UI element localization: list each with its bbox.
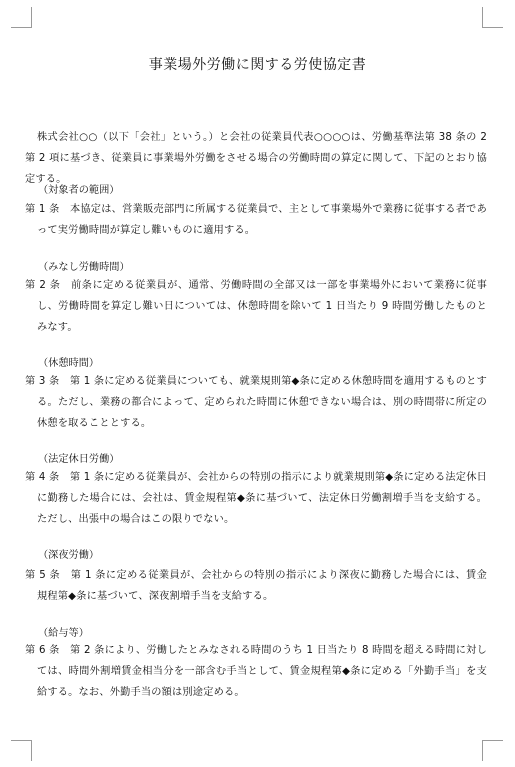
- crop-mark-top-left: [11, 7, 32, 28]
- article-2: [25, 275, 487, 338]
- article-6: [25, 640, 487, 703]
- crop-mark-bottom-right: [482, 740, 503, 761]
- article-3-heading: （休憩時間）: [38, 358, 100, 369]
- crop-mark-bottom-left: [11, 740, 32, 761]
- article-4-heading: （法定休日労働）: [38, 454, 120, 465]
- article-1: [25, 199, 487, 241]
- crop-mark-top-right: [482, 7, 503, 28]
- article-2-text: 第 2 条 前条に定める従業員が、通常、労働時間の全部又は一部を事業場外において業務に従事し、労働時間を算定し難い日については、休憩時間を除いて 1 日当たり 9 時間労働したものとみなす。: [25, 280, 487, 333]
- article-4: [25, 467, 487, 530]
- article-5-heading: （深夜労働）: [38, 550, 100, 561]
- article-5: [25, 565, 487, 607]
- article-1-text: 第 1 条 本協定は、営業販売部門に所属する従業員で、主として事業場外で業務に従事する者であって実労働時間が算定し難いものに適用する。: [25, 204, 487, 236]
- document-title: 事業場外労働に関する労使協定書: [148, 57, 367, 73]
- intro-paragraph: [25, 127, 487, 190]
- article-6-heading: （給与等）: [38, 628, 89, 639]
- article-6-text: 第 6 条 第 2 条により、労働したとみなされる時間のうち 1 日当たり 8 時間を超える時間に対しては、時間外割増賃金相当分を一部含む手当として、賃金規程第◆条に定める「外勤手当」を支給する。なお、外勤手当の額は別途定める。: [25, 645, 487, 698]
- article-3-text: 第 3 条 第 1 条に定める従業員についても、就業規則第◆条に定める休憩時間を適用するものとする。ただし、業務の都合によって、定められた時間に休憩できない場合は、別の時間帯に所定の休憩を取ることとする。: [25, 376, 487, 429]
- intro-text: 株式会社○○（以下「会社」という。）と会社の従業員代表○○○○は、労働基準法第 38 条の 2 第 2 項に基づき、従業員に事業場外労働をさせる場合の労働時間の算定に関して、下記のとおり協定する。: [25, 132, 487, 185]
- article-3: [25, 371, 487, 434]
- article-4-text: 第 4 条 第 1 条に定める従業員が、会社からの特別の指示により就業規則第◆条に定める法定休日に勤務した場合には、会社は、賃金規程第◆条に基づいて、法定休日労働割増手当を支給する。ただし、出張中の場合はこの限りでない。: [25, 472, 487, 525]
- article-2-heading: （みなし労働時間）: [38, 262, 130, 273]
- article-1-heading: （対象者の範囲）: [38, 185, 120, 196]
- article-5-text: 第 5 条 第 1 条に定める従業員が、会社からの特別の指示により深夜に勤務した場合には、賃金規程第◆条に基づいて、深夜割増手当を支給する。: [25, 570, 487, 602]
